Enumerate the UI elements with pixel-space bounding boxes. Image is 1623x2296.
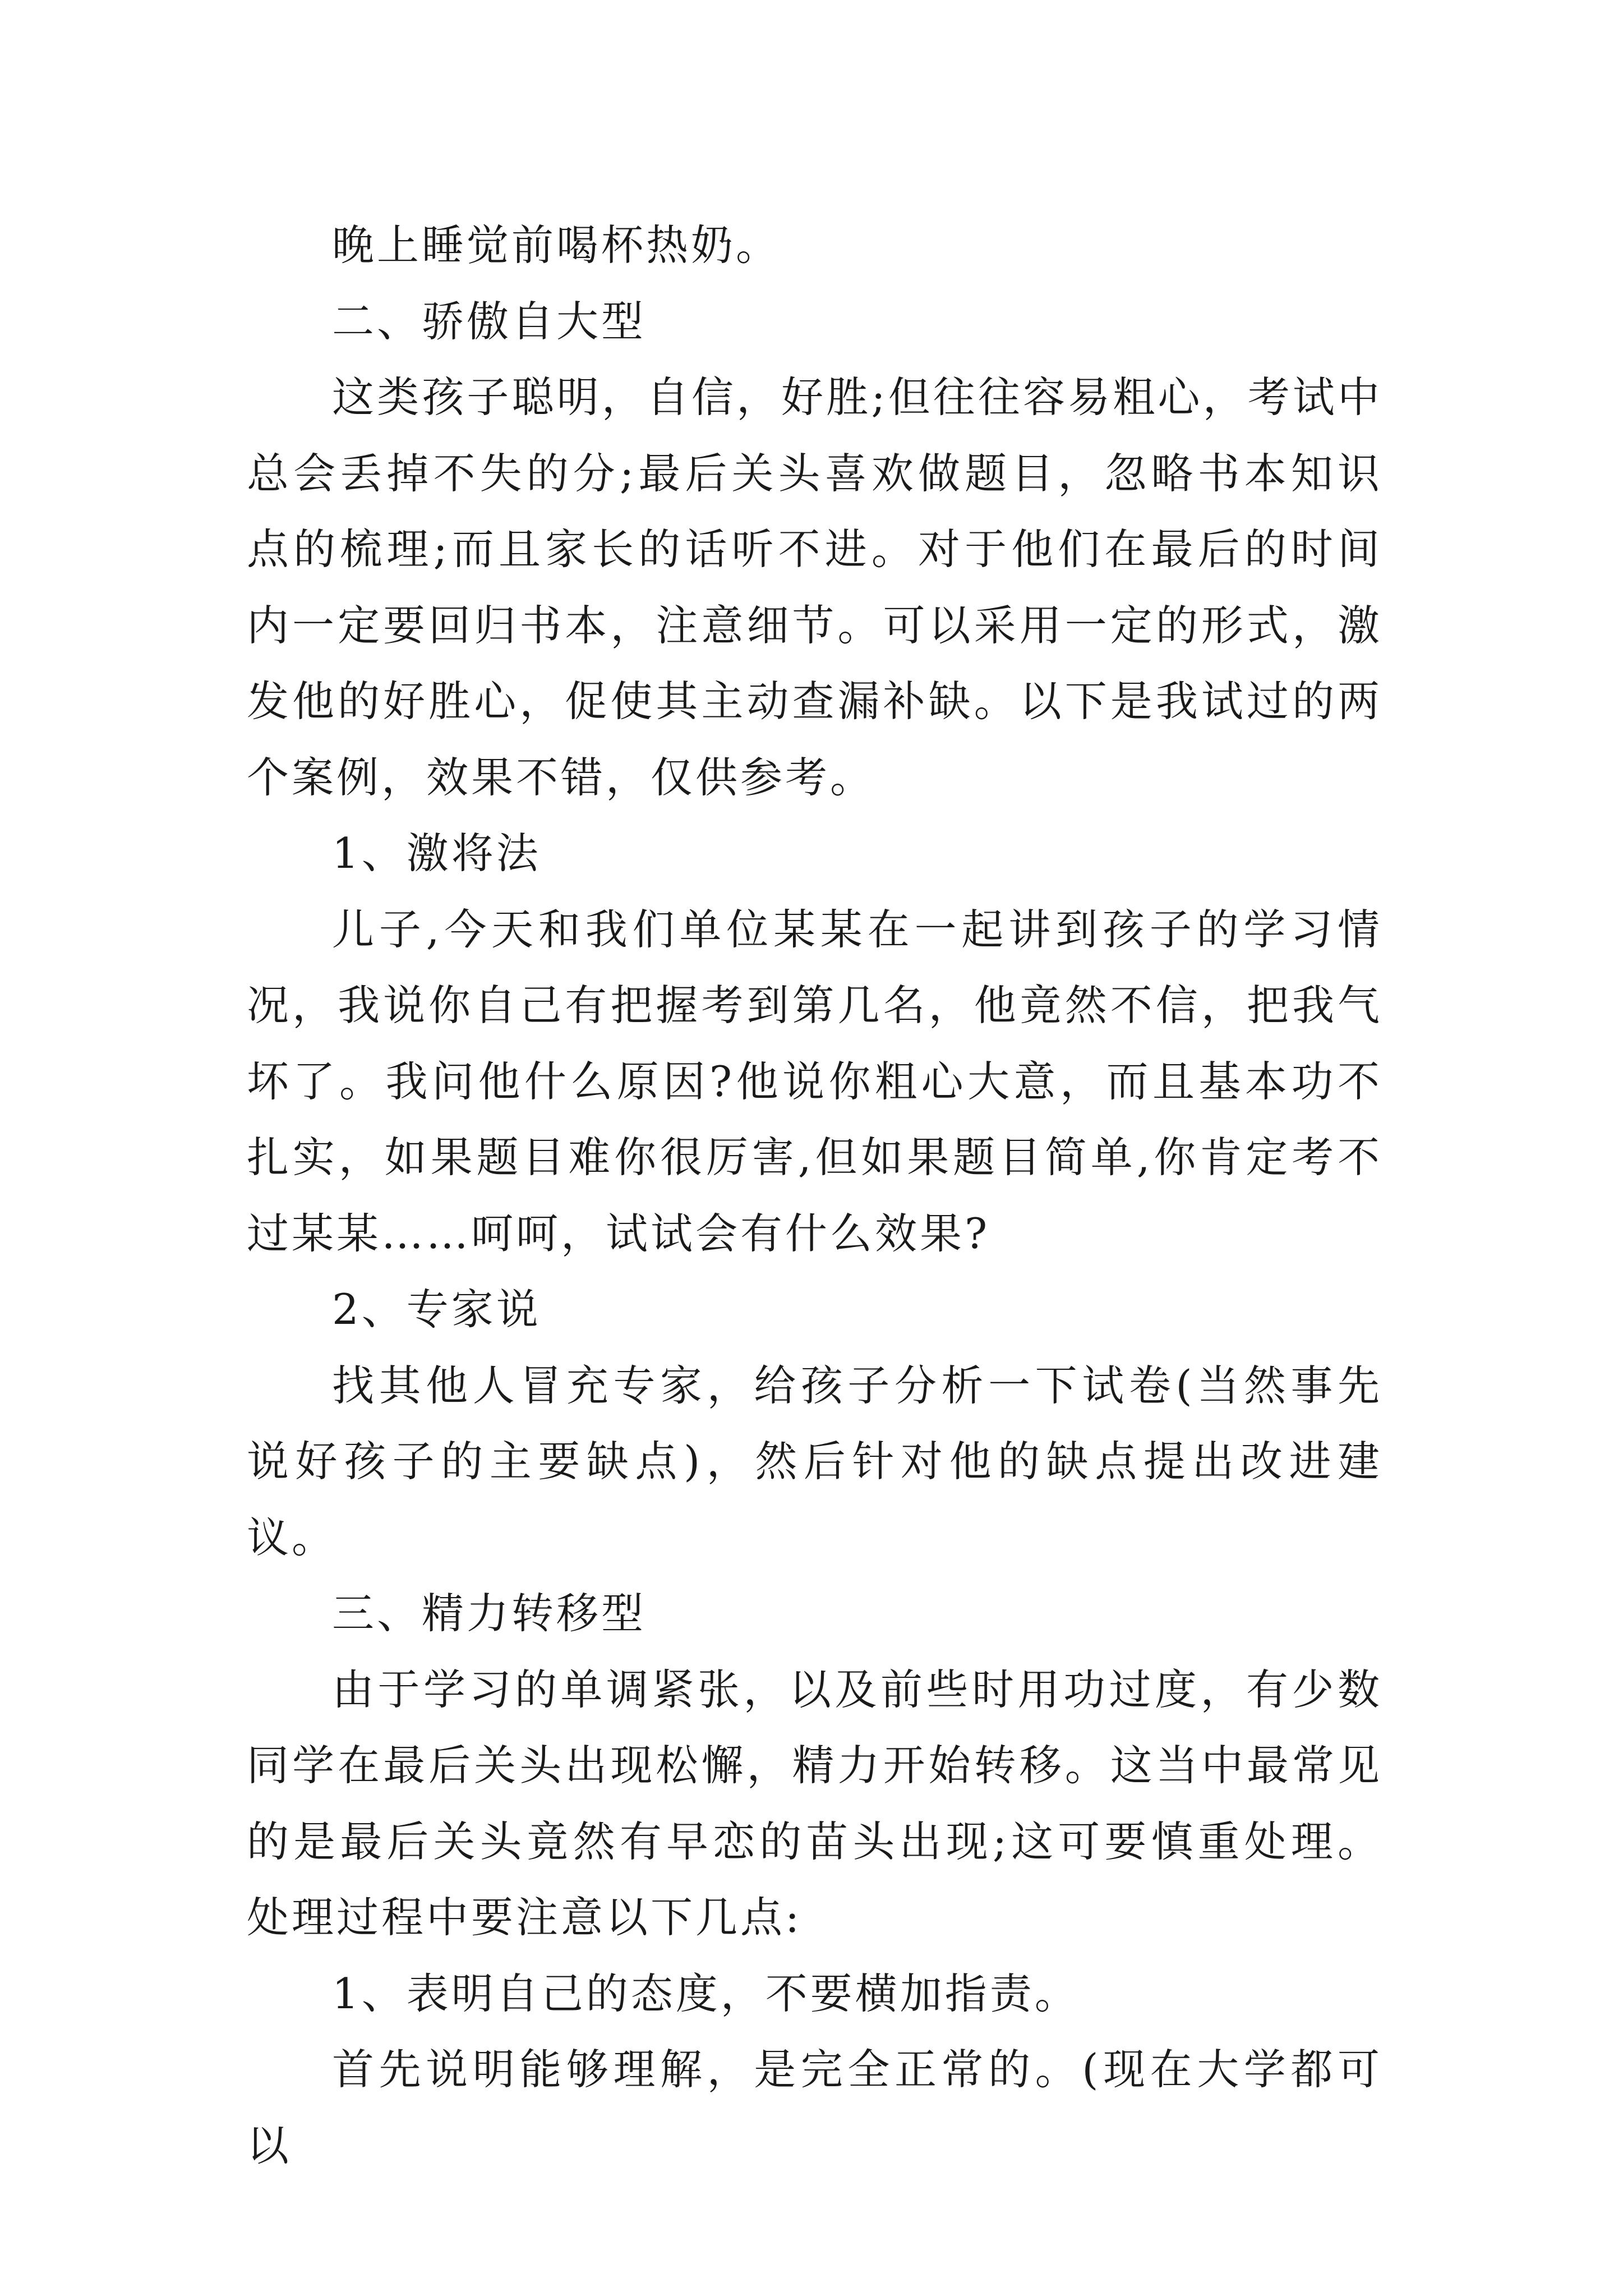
- heading-expert-says: 2、专家说: [332, 1285, 541, 1334]
- paragraph-expert-example: 找其他人冒充专家，给孩子分析一下试卷(当然事先说好孩子的主要缺点)，然后针对他的缺点提出改进建议。: [247, 1360, 1382, 1562]
- paragraph-first-understand: 首先说明能够理解，是完全正常的。(现在大学都可以: [247, 2045, 1382, 2170]
- heading-distraction-type: 三、精力转移型: [332, 1589, 647, 1638]
- heading-provocation-method: 1、激将法: [332, 829, 541, 878]
- document-body: [247, 208, 1382, 2184]
- paragraph-provocation-example: 儿子,今天和我们单位某某在一起讲到孩子的学习情况，我说你自己有把握考到第几名，他竟然不信，把我气坏了。我问他什么原因?他说你粗心大意，而且基本功不扎实，如果题目难你很厉害,但如果题目简单,你肯定考不过某某……呵呵，试试会有什么效果?: [247, 904, 1382, 1258]
- paragraph-distraction-description: 由于学习的单调紧张，以及前些时用功过度，有少数同学在最后关头出现松懈，精力开始转移。这当中最常见的是最后关头竟然有早恋的苗头出现;这可要慎重处理。处理过程中要注意以下几点:: [247, 1664, 1382, 1942]
- paragraph-warm-milk: 晚上睡觉前喝杯热奶。: [332, 220, 781, 270]
- paragraph-arrogant-description: 这类孩子聪明，自信，好胜;但往往容易粗心，考试中总会丢掉不失的分;最后关头喜欢做题目，忽略书本知识点的梳理;而且家长的话听不进。对于他们在最后的时间内一定要回归书本，注意细节。可以采用一定的形式，激发他的好胜心，促使其主动查漏补缺。以下是我试过的两个案例，效果不错，仅供参考。: [247, 372, 1382, 802]
- heading-state-attitude: 1、表明自己的态度，不要横加指责。: [332, 1968, 1080, 2018]
- heading-arrogant-type: 二、骄傲自大型: [332, 296, 647, 346]
